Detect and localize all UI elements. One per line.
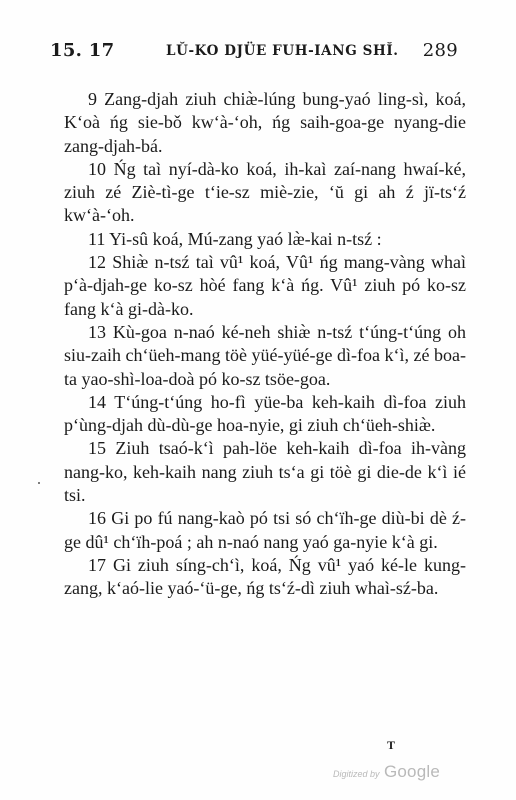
- book-title: LŬ-KO DJÜE FUH-IANG SHĬ.: [166, 43, 399, 59]
- running-head: [50, 40, 458, 66]
- verse-14: 14 T‘úng-t‘úng ho-fì yüe-ba keh-kaih dì-foa ziuh p‘ùng-djah dù-dù-ge hoa-nyie, gi ziuh ch‘üeh-shiæ̀.: [64, 391, 466, 436]
- signature-mark: T: [387, 738, 396, 752]
- verse-16: 16 Gi po fú nang-kaò pó tsi só ch‘ïh-ge diù-bi dè ź-ge dû¹ ch‘ïh-poá ; ah n-naó nang yaó ga-nyie k‘à gi.: [64, 508, 466, 552]
- verse-10: 10 Ńg taì nyí-dà-ko koá, ih-kaì zaí-nang hwaí-ké, ziuh zé Ziè-tì-ge t‘ie-sz miè-zie, ‘ŭ gi ah ź jï-ts‘ź kw‘à-‘oh.: [64, 158, 466, 226]
- digitization-watermark: [333, 762, 440, 782]
- verse-13: 13 Kù-goa n-naó ké-neh shiæ̀ n-tsź t‘úng-t‘úng oh siu-zaih ch‘üeh-mang töè yüé-yüé-ge dì-foa k‘ì, zé boa-ta yao-shì-loa-doà pó ko-sz tsöe-goa.: [64, 321, 466, 389]
- page-number: 289: [422, 40, 458, 61]
- scripture-text: [64, 88, 466, 601]
- verse-12: 12 Shiæ̀ n-tsź taì vû¹ koá, Vû¹ ńg mang-vàng whaì p‘à-djah-ge ko-sz hòé fang k‘à ńg. Vû¹ ziuh pó ko-sz fang k‘à gi-dà-ko.: [64, 252, 466, 319]
- google-logo: Google: [383, 762, 441, 781]
- verse-17: 17 Gi ziuh síng-ch‘ì, koá, Ńg vû¹ yaó ké-le kung-zang, k‘aó-lie yaó-‘ü-ge, ńg ts‘ź-dì ziuh whaì-sź-ba.: [64, 554, 466, 599]
- verse-9: 9 Zang-djah ziuh chiæ̀-lúng bung-yaó ling-sì, koá, K‘oà ńg sie-bǒ kw‘à-‘oh, ńg saih-goa-ge nyang-die zang-djah-bá.: [64, 89, 466, 156]
- verse-11: 11 Yi-sû koá, Mú-zang yaó læ̀-kai n-tsź :: [88, 228, 382, 249]
- ink-speck: [38, 482, 40, 484]
- digitized-by-label: Digitized by: [333, 769, 380, 779]
- chapter-verse-reference: 15. 17: [50, 40, 115, 61]
- verse-15: 15 Ziuh tsaó-k‘ì pah-löe keh-kaih dì-foa ih-vàng nang-ko, keh-kaih nang ziuh ts‘a gi töè gi die-de k‘ì ié tsi.: [64, 438, 466, 506]
